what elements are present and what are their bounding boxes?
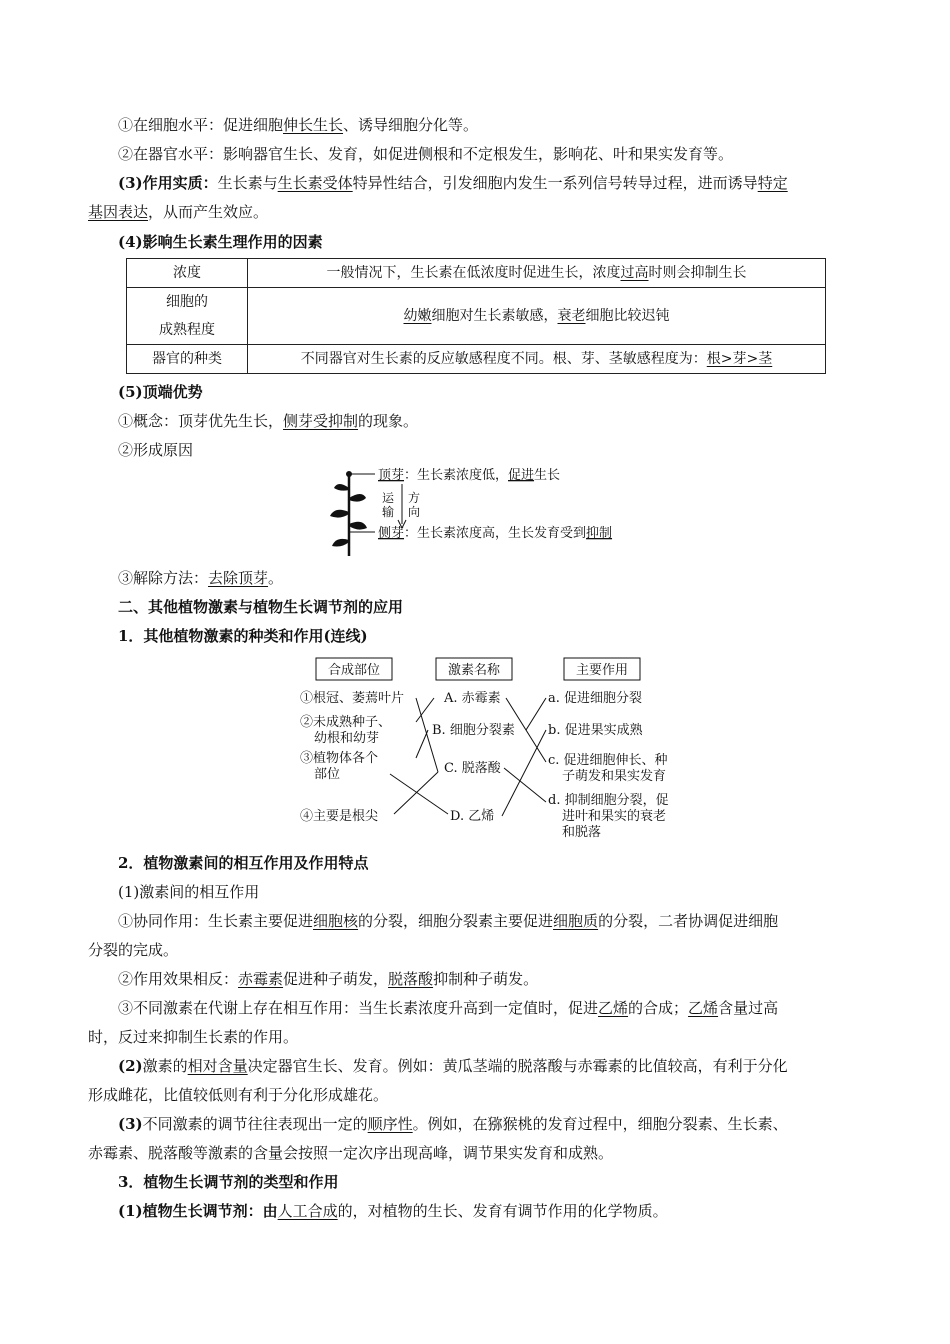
fig-top-label: 顶芽：生长素浓度低，促进生长	[378, 468, 561, 483]
section-title-apical: (5)顶端优势	[118, 383, 203, 401]
paragraph-relative-content-cont: 形成雌花，比值较低则有利于分化形成雄花。	[88, 1086, 389, 1104]
subheading-3: 3．植物生长调节剂的类型和作用	[118, 1173, 339, 1191]
section-title-factors: (4)影响生长素生理作用的因素	[118, 233, 323, 251]
left-item: ④主要是根尖	[300, 809, 379, 824]
subheading-1: 1．其他植物激素的种类和作用(连线)	[118, 627, 368, 645]
paragraph-sequence-cont: 赤霉素、脱落酸等激素的含量会按照一定次序出现高峰，调节果实发育和成熟。	[88, 1144, 614, 1162]
fig-text-shu: 输	[382, 505, 395, 519]
connector-lines	[390, 698, 546, 816]
paragraph-sequence: (3)不同激素的调节往往表现出一定的顺序性。例如，在猕猴桃的发育过程中，细胞分裂素、生长素、	[118, 1115, 788, 1133]
table-cell-label: 器官的种类	[127, 345, 248, 374]
paragraph-relief: ③解除方法：去除顶芽。	[118, 569, 284, 587]
header-main-function: 主要作用	[575, 663, 629, 678]
table-cell-label: 细胞的 成熟程度	[127, 288, 248, 345]
left-item: ③植物体各个	[300, 751, 379, 766]
left-item: ①根冠、萎蔫叶片	[300, 691, 405, 706]
subheading-2: 2．植物激素间的相互作用及作用特点	[118, 854, 369, 872]
factors-table	[126, 258, 826, 374]
section-heading-2: 二、其他植物激素与植物生长调节剂的应用	[118, 598, 404, 616]
paragraph-relative-content: (2)激素的相对含量决定器官生长、发育。例如：黄瓜茎端的脱落酸与赤霉素的比值较高，有利于分化	[118, 1057, 788, 1075]
paragraph-synergy: ①协同作用：生长素主要促进细胞核的分裂，细胞分裂素主要促进细胞质的分裂，二者协调促进细胞	[118, 912, 779, 930]
mid-item: C. 脱落酸	[444, 761, 501, 776]
fig-text-yun: 运	[382, 491, 395, 505]
right-item: 和脱落	[562, 825, 602, 840]
paragraph-cell-level: ①在细胞水平：促进细胞伸长生长、诱导细胞分化等。	[118, 116, 479, 134]
fig-bottom-label: 侧芽：生长素浓度高，生长发育受到抑制	[378, 526, 613, 541]
table-cell-label: 浓度	[127, 259, 248, 288]
paragraph-regulator: (1)植物生长调节剂：由人工合成的，对植物的生长、发育有调节作用的化学物质。	[118, 1202, 668, 1220]
hormone-matching-diagram	[298, 654, 698, 842]
mid-item: A. 赤霉素	[444, 691, 501, 706]
fig-text-xiang: 向	[408, 505, 421, 519]
right-item: b. 促进果实成熟	[548, 723, 643, 738]
header-synthesis-site: 合成部位	[327, 663, 381, 678]
right-item: a. 促进细胞分裂	[548, 691, 643, 706]
paragraph-concept: ①概念：顶芽优先生长，侧芽受抑制的现象。	[118, 412, 419, 430]
left-item: ②未成熟种子、	[300, 715, 392, 730]
paragraph-antagonism: ②作用效果相反：赤霉素促进种子萌发，脱落酸抑制种子萌发。	[118, 970, 539, 988]
paragraph-mechanism: (3)作用实质：生长素与生长素受体特异性结合，引发细胞内发生一系列信号转导过程，进而诱导特定	[118, 174, 788, 192]
table-row	[127, 259, 826, 288]
right-item: c. 促进细胞伸长、种	[548, 753, 668, 768]
paragraph-synergy-cont: 分裂的完成。	[88, 941, 179, 959]
table-cell-text: 幼嫩细胞对生长素敏感，衰老细胞比较迟钝	[248, 288, 826, 345]
plant-stem-illustration	[330, 471, 375, 556]
right-item: 子萌发和果实发育	[562, 769, 667, 784]
paragraph-metabolism: ③不同激素在代谢上存在相互作用：当生长素浓度升高到一定值时，促进乙烯的合成；乙烯含量过高	[118, 999, 779, 1017]
paragraph-organ-level: ②在器官水平：影响器官生长、发育，如促进侧根和不定根发生，影响花、叶和果实发育等。	[118, 145, 734, 163]
apical-dominance-figure	[320, 462, 660, 562]
mid-item: B. 细胞分裂素	[432, 723, 515, 738]
left-item: 部位	[314, 767, 341, 782]
fig-text-fang: 方	[408, 491, 421, 505]
paragraph-reason: ②形成原因	[118, 441, 194, 459]
paragraph-mechanism-cont: 基因表达，从而产生效应。	[88, 203, 269, 221]
table-row	[127, 288, 826, 345]
header-hormone-name: 激素名称	[447, 663, 501, 678]
paragraph-interaction: (1)激素间的相互作用	[118, 883, 260, 901]
left-item: 幼根和幼芽	[314, 731, 380, 746]
paragraph-metabolism-cont: 时，反过来抑制生长素的作用。	[88, 1028, 299, 1046]
table-cell-text: 一般情况下，生长素在低浓度时促进生长，浓度过高时则会抑制生长	[248, 259, 826, 288]
table-row	[127, 345, 826, 374]
mid-item: D. 乙烯	[450, 809, 495, 824]
table-cell-text: 不同器官对生长素的反应敏感程度不同。根、芽、茎敏感程度为：根>芽>茎	[248, 345, 826, 374]
right-item: d. 抑制细胞分裂，促	[548, 793, 669, 808]
right-item: 进叶和果实的衰老	[562, 809, 667, 824]
